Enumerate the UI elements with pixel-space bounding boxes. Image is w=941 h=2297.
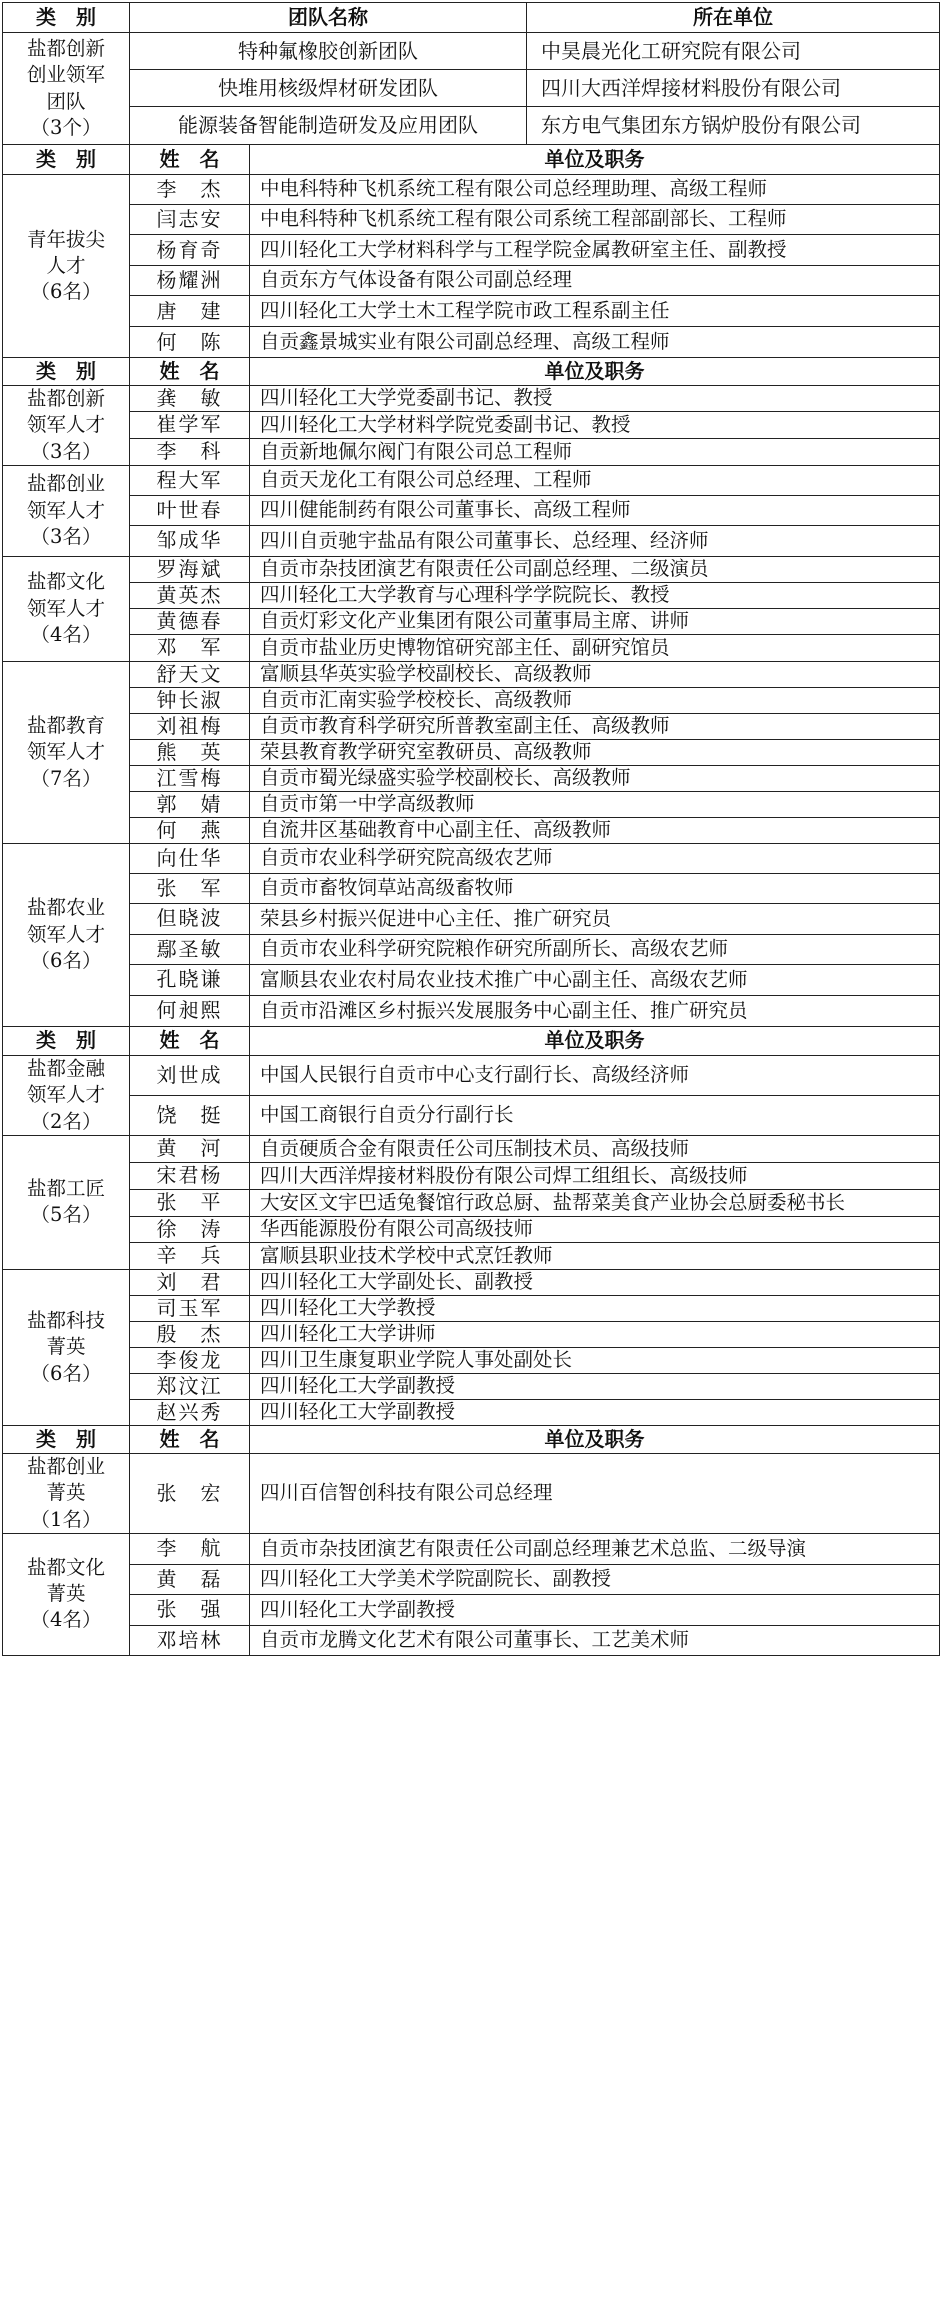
- person-row: [3, 1625, 940, 1655]
- person-position: 四川轻化工大学党委副书记、教授: [250, 386, 940, 412]
- person-row: [3, 934, 940, 964]
- category-cell: [3, 386, 130, 466]
- name-header: 姓 名: [130, 1425, 250, 1453]
- person-row: [3, 817, 940, 843]
- person-position: 自贡市杂技团演艺有限责任公司副总经理兼艺术总监、二级导演: [250, 1533, 940, 1564]
- person-position: 自贡市沿滩区乡村振兴发展服务中心副主任、推广研究员: [250, 995, 940, 1026]
- category-line: 领军人才: [26, 498, 105, 522]
- person-row: [3, 1321, 940, 1347]
- person-position: 自贡市畜牧饲草站高级畜牧师: [250, 873, 940, 903]
- talent-roster-table: [2, 2, 940, 1656]
- person-row: [3, 438, 940, 465]
- category-line: 领军人才: [26, 596, 105, 620]
- person-row: [3, 235, 940, 266]
- person-name: 邹成华: [130, 525, 250, 556]
- person-row: [3, 1055, 940, 1095]
- name-header: 姓 名: [130, 358, 250, 386]
- person-row: [3, 1095, 940, 1135]
- category-line: 盐都文化: [26, 1555, 105, 1579]
- person-position: 自流井区基础教育中心副主任、高级教师: [250, 817, 940, 843]
- person-position: 中国人民银行自贡市中心支行副行长、高级经济师: [250, 1055, 940, 1095]
- category-header: 类 别: [3, 1026, 130, 1055]
- unit-header: 所在单位: [527, 3, 940, 33]
- category-cell: [3, 1135, 130, 1269]
- person-name: 杨耀洲: [130, 266, 250, 296]
- person-name: 罗海斌: [130, 556, 250, 582]
- person-row: [3, 175, 940, 205]
- person-name: 刘祖梅: [130, 713, 250, 739]
- category-line: （1名）: [30, 1507, 102, 1531]
- person-position: 荣县教育教学研究室教研员、高级教师: [250, 739, 940, 765]
- team-name: 特种氟橡胶创新团队: [130, 33, 527, 70]
- person-row: [3, 791, 940, 817]
- person-position: 四川轻化工大学教授: [250, 1295, 940, 1321]
- person-row: [3, 1594, 940, 1625]
- person-name: 龚 敏: [130, 386, 250, 412]
- category-line: （4名）: [30, 1608, 102, 1632]
- person-position: 四川轻化工大学美术学院副院长、副教授: [250, 1564, 940, 1594]
- category-line: 盐都创业: [26, 472, 105, 496]
- person-name: 何 燕: [130, 817, 250, 843]
- person-position: 自贡市蜀光绿盛实验学校副校长、高级教师: [250, 765, 940, 791]
- person-name: 叶世春: [130, 495, 250, 525]
- person-row: [3, 465, 940, 495]
- person-name: 黄 磊: [130, 1564, 250, 1594]
- category-cell: [3, 175, 130, 358]
- category-line: （2名）: [30, 1109, 102, 1133]
- person-row: [3, 903, 940, 934]
- person-position: 自贡新地佩尔阀门有限公司总工程师: [250, 438, 940, 465]
- person-position: 富顺县农业农村局农业技术推广中心副主任、高级农艺师: [250, 964, 940, 995]
- team-unit: 中昊晨光化工研究院有限公司: [527, 33, 940, 70]
- person-position: 富顺县职业技术学校中式烹饪教师: [250, 1242, 940, 1269]
- person-header-row: [3, 1425, 940, 1453]
- category-line: 盐都文化: [26, 570, 105, 594]
- person-name: 邓培林: [130, 1625, 250, 1655]
- person-name: 向仕华: [130, 843, 250, 873]
- person-row: [3, 266, 940, 296]
- category-header: 类 别: [3, 358, 130, 386]
- person-position: 自贡市第一中学高级教师: [250, 791, 940, 817]
- team-row: [3, 70, 940, 107]
- category-line: （3名）: [30, 439, 102, 463]
- person-position: 四川轻化工大学讲师: [250, 1321, 940, 1347]
- person-position: 荣县乡村振兴促进中心主任、推广研究员: [250, 903, 940, 934]
- person-name: 饶 挺: [130, 1095, 250, 1135]
- person-row: [3, 739, 940, 765]
- person-position: 自贡市龙腾文化艺术有限公司董事长、工艺美术师: [250, 1625, 940, 1655]
- category-line: （6名）: [30, 280, 102, 304]
- category-line: 盐都科技: [26, 1308, 105, 1332]
- person-position: 四川轻化工大学材料科学与工程学院金属教研室主任、副教授: [250, 235, 940, 266]
- person-name: 唐 建: [130, 296, 250, 327]
- person-position: 自贡市杂技团演艺有限责任公司副总经理、二级演员: [250, 556, 940, 582]
- category-line: （6名）: [30, 949, 102, 973]
- person-name: 郑汶江: [130, 1373, 250, 1399]
- person-row: [3, 1295, 940, 1321]
- person-name: 舒天文: [130, 661, 250, 687]
- person-row: [3, 1135, 940, 1162]
- person-position: 自贡市教育科学研究所普教室副主任、高级教师: [250, 713, 940, 739]
- person-name: 何昶熙: [130, 995, 250, 1026]
- person-position: 中国工商银行自贡分行副行长: [250, 1095, 940, 1135]
- person-name: 宋君杨: [130, 1162, 250, 1189]
- person-row: [3, 1533, 940, 1564]
- person-row: [3, 687, 940, 713]
- person-name: 杨育奇: [130, 235, 250, 266]
- person-row: [3, 1373, 940, 1399]
- category-line: 菁英: [46, 1335, 86, 1359]
- position-header: 单位及职务: [250, 358, 940, 386]
- person-position: 华西能源股份有限公司高级技师: [250, 1216, 940, 1242]
- category-line: 盐都创新: [26, 387, 105, 410]
- person-name: 程大军: [130, 465, 250, 495]
- person-row: [3, 873, 940, 903]
- person-name: 张 宏: [130, 1453, 250, 1533]
- person-row: [3, 964, 940, 995]
- team-header-row: [3, 3, 940, 33]
- category-cell: [3, 1269, 130, 1425]
- category-line: 青年拔尖: [26, 227, 105, 251]
- position-header: 单位及职务: [250, 1425, 940, 1453]
- person-name: 黄德春: [130, 608, 250, 634]
- person-position: 富顺县华英实验学校副校长、高级教师: [250, 661, 940, 687]
- person-name: 刘 君: [130, 1269, 250, 1295]
- person-row: [3, 1269, 940, 1295]
- person-name: 司玉军: [130, 1295, 250, 1321]
- person-position: 自贡灯彩文化产业集团有限公司董事局主席、讲师: [250, 608, 940, 634]
- category-header: 类 别: [3, 3, 130, 33]
- person-name: 徐 涛: [130, 1216, 250, 1242]
- person-name: 熊 英: [130, 739, 250, 765]
- person-header-row: [3, 1026, 940, 1055]
- category-line: 盐都教育: [26, 713, 105, 737]
- person-name: 黄英杰: [130, 582, 250, 608]
- person-row: [3, 995, 940, 1026]
- name-header: 姓 名: [130, 145, 250, 175]
- category-line: （3个）: [30, 115, 102, 139]
- team-row: [3, 33, 940, 70]
- person-header-row: [3, 145, 940, 175]
- team-row: [3, 107, 940, 145]
- person-row: [3, 1189, 940, 1216]
- person-row: [3, 713, 940, 739]
- table-body: [3, 3, 940, 1656]
- category-header: 类 别: [3, 145, 130, 175]
- person-row: [3, 661, 940, 687]
- category-line: 菁英: [46, 1481, 86, 1505]
- person-row: [3, 1216, 940, 1242]
- team-name: 能源装备智能制造研发及应用团队: [130, 107, 527, 145]
- category-cell: [3, 33, 130, 145]
- person-position: 四川轻化工大学副教授: [250, 1399, 940, 1425]
- person-position: 四川轻化工大学材料学院党委副书记、教授: [250, 412, 940, 438]
- person-position: 中电科特种飞机系统工程有限公司系统工程部副部长、工程师: [250, 205, 940, 235]
- person-row: [3, 386, 940, 412]
- person-position: 四川自贡驰宇盐品有限公司董事长、总经理、经济师: [250, 525, 940, 556]
- category-line: 人才: [46, 253, 86, 277]
- person-position: 自贡东方气体设备有限公司副总经理: [250, 266, 940, 296]
- person-name: 辛 兵: [130, 1242, 250, 1269]
- category-line: 菁英: [46, 1582, 86, 1606]
- person-position: 自贡市汇南实验学校校长、高级教师: [250, 687, 940, 713]
- person-header-row: [3, 358, 940, 386]
- person-name: 闫志安: [130, 205, 250, 235]
- category-cell: [3, 465, 130, 556]
- person-name: 何 陈: [130, 327, 250, 358]
- person-row: [3, 1453, 940, 1533]
- category-line: 团队: [46, 89, 86, 113]
- person-position: 四川卫生康复职业学院人事处副处长: [250, 1347, 940, 1373]
- person-name: 但晓波: [130, 903, 250, 934]
- category-line: 领军人才: [26, 413, 105, 437]
- category-line: （5名）: [30, 1203, 102, 1227]
- person-row: [3, 412, 940, 438]
- person-name: 赵兴秀: [130, 1399, 250, 1425]
- person-name: 刘世成: [130, 1055, 250, 1095]
- person-row: [3, 525, 940, 556]
- position-header: 单位及职务: [250, 145, 940, 175]
- person-position: 四川健能制药有限公司董事长、高级工程师: [250, 495, 940, 525]
- person-name: 李 科: [130, 438, 250, 465]
- person-name: 江雪梅: [130, 765, 250, 791]
- category-line: 创业领军: [26, 63, 105, 87]
- team-unit: 东方电气集团东方锅炉股份有限公司: [527, 107, 940, 145]
- person-name: 孔晓谦: [130, 964, 250, 995]
- person-row: [3, 1242, 940, 1269]
- person-name: 李俊龙: [130, 1347, 250, 1373]
- person-row: [3, 608, 940, 634]
- person-row: [3, 843, 940, 873]
- person-position: 自贡硬质合金有限责任公司压制技术员、高级技师: [250, 1135, 940, 1162]
- category-line: （4名）: [30, 623, 102, 647]
- person-name: 黄 河: [130, 1135, 250, 1162]
- person-position: 四川轻化工大学土木工程学院市政工程系副主任: [250, 296, 940, 327]
- category-line: （6名）: [30, 1361, 102, 1385]
- name-header: 姓 名: [130, 1026, 250, 1055]
- person-row: [3, 1162, 940, 1189]
- team-name: 快堆用核级焊材研发团队: [130, 70, 527, 107]
- person-name: 鄢圣敏: [130, 934, 250, 964]
- person-row: [3, 1564, 940, 1594]
- person-position: 自贡市盐业历史博物馆研究部主任、副研究馆员: [250, 634, 940, 661]
- category-cell: [3, 1533, 130, 1655]
- category-cell: [3, 1055, 130, 1135]
- category-line: 领军人才: [26, 1083, 105, 1107]
- person-name: 邓 军: [130, 634, 250, 661]
- person-position: 大安区文宇巴适兔餐馆行政总厨、盐帮菜美食产业协会总厨委秘书长: [250, 1189, 940, 1216]
- category-line: 盐都农业: [26, 896, 105, 920]
- person-row: [3, 205, 940, 235]
- person-name: 李 杰: [130, 175, 250, 205]
- person-position: 四川轻化工大学副处长、副教授: [250, 1269, 940, 1295]
- person-position: 自贡市农业科学研究院高级农艺师: [250, 843, 940, 873]
- person-position: 四川轻化工大学副教授: [250, 1594, 940, 1625]
- team-unit: 四川大西洋焊接材料股份有限公司: [527, 70, 940, 107]
- category-header: 类 别: [3, 1425, 130, 1453]
- person-name: 李 航: [130, 1533, 250, 1564]
- person-row: [3, 495, 940, 525]
- person-position: 自贡市农业科学研究院粮作研究所副所长、高级农艺师: [250, 934, 940, 964]
- person-row: [3, 634, 940, 661]
- person-position: 四川轻化工大学教育与心理科学学院院长、教授: [250, 582, 940, 608]
- category-line: （7名）: [30, 766, 102, 790]
- person-row: [3, 582, 940, 608]
- category-line: 领军人才: [26, 922, 105, 946]
- person-name: 张 强: [130, 1594, 250, 1625]
- person-name: 郭 婧: [130, 791, 250, 817]
- category-cell: [3, 556, 130, 661]
- person-position: 中电科特种飞机系统工程有限公司总经理助理、高级工程师: [250, 175, 940, 205]
- person-name: 殷 杰: [130, 1321, 250, 1347]
- person-row: [3, 327, 940, 358]
- person-row: [3, 765, 940, 791]
- person-position: 自贡天龙化工有限公司总经理、工程师: [250, 465, 940, 495]
- category-line: 领军人才: [26, 740, 105, 764]
- person-position: 四川大西洋焊接材料股份有限公司焊工组组长、高级技师: [250, 1162, 940, 1189]
- person-name: 张 军: [130, 873, 250, 903]
- category-cell: [3, 843, 130, 1026]
- team-name-header: 团队名称: [130, 3, 527, 33]
- person-name: 崔学军: [130, 412, 250, 438]
- person-row: [3, 556, 940, 582]
- person-name: 张 平: [130, 1189, 250, 1216]
- person-position: 四川轻化工大学副教授: [250, 1373, 940, 1399]
- person-row: [3, 296, 940, 327]
- category-line: 盐都创业: [26, 1454, 105, 1478]
- category-line: 盐都工匠: [26, 1177, 105, 1201]
- person-row: [3, 1347, 940, 1373]
- person-row: [3, 1399, 940, 1425]
- person-position: 四川百信智创科技有限公司总经理: [250, 1453, 940, 1533]
- category-cell: [3, 661, 130, 843]
- category-cell: [3, 1453, 130, 1533]
- position-header: 单位及职务: [250, 1026, 940, 1055]
- person-name: 钟长淑: [130, 687, 250, 713]
- person-position: 自贡鑫景城实业有限公司副总经理、高级工程师: [250, 327, 940, 358]
- category-line: 盐都创新: [26, 36, 105, 60]
- category-line: （3名）: [30, 525, 102, 549]
- category-line: 盐都金融: [26, 1056, 105, 1080]
